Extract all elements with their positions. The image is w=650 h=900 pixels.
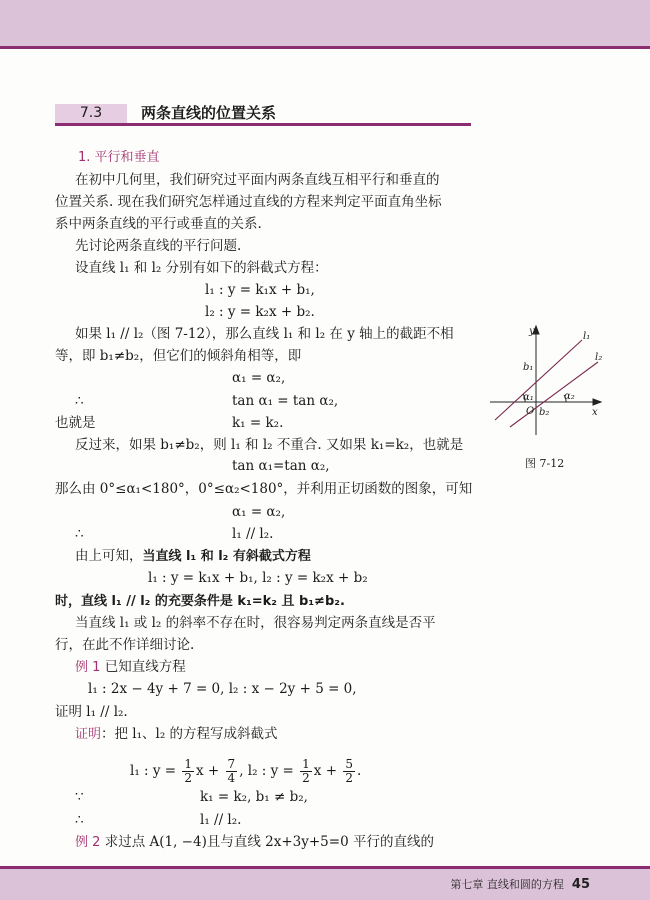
numerator: 1 <box>184 757 193 771</box>
text-segment: k₁ = k₂. <box>232 415 284 431</box>
figure-caption: 图 7-12 <box>525 457 565 470</box>
text-line <box>55 480 472 498</box>
highlight-label: 例 1 <box>75 660 101 675</box>
text-line <box>75 788 84 806</box>
text-segment: 也就是 <box>55 415 96 431</box>
text-line <box>75 325 454 343</box>
text-segment: l₁ : y = <box>130 763 181 779</box>
text-segment: l₂ : y = k₂x + b₂. <box>205 304 315 320</box>
highlight-label: 例 2 <box>75 835 101 850</box>
section-title: 两条直线的位置关系 <box>141 104 277 122</box>
text-segment: 位置关系. 现在我们研究怎样通过直线的方程来判定平面直角坐标 <box>55 194 442 210</box>
text-line <box>75 237 241 255</box>
text-line <box>55 414 96 432</box>
text-line <box>88 680 357 698</box>
text-segment: , l₂ : y = <box>239 763 299 779</box>
text-line <box>75 614 436 632</box>
text-line <box>205 281 315 299</box>
text-segment: l₁ // l₂. <box>232 526 274 542</box>
text-segment: k₁ = k₂, b₁ ≠ b₂, <box>200 789 308 805</box>
l2-label: l₂ <box>595 352 603 363</box>
text-line <box>232 392 338 410</box>
top-band <box>0 0 650 46</box>
highlight-label: 1. 平行和垂直 <box>78 150 160 165</box>
text-line <box>232 457 330 475</box>
text-line <box>75 525 84 543</box>
chapter-title: 第七章 直线和圆的方程 <box>450 878 564 891</box>
text-segment: 系中两条直线的平行或垂直的关系. <box>55 216 262 232</box>
text-line <box>232 414 283 432</box>
text-line <box>75 171 440 189</box>
text-line <box>75 811 84 829</box>
numerator: 1 <box>302 757 310 771</box>
text-line <box>75 833 434 852</box>
text-line <box>200 811 241 829</box>
text-line <box>148 569 368 587</box>
bold-text: 时，直线 l₁ // l₂ 的充要条件是 k₁=k₂ 且 b₁≠b₂. <box>55 594 345 609</box>
text-segment: 由上可知， <box>75 548 143 564</box>
text-segment: . <box>356 763 362 779</box>
x-label: x <box>592 407 598 418</box>
text-segment: 如果 l₁ // l₂（图 7-12），那么直线 l₁ 和 l₂ 在 y 轴上的截距不相 <box>75 326 454 342</box>
text-line <box>75 658 186 677</box>
text-segment: 证明 l₁ // l₂. <box>55 704 128 720</box>
text-segment: 求过点 A(1, −4)且与直线 2x+3y+5=0 平行的直线的 <box>100 834 434 850</box>
text-line <box>55 347 301 365</box>
section-number: 7.3 <box>55 104 127 123</box>
fraction <box>343 758 355 785</box>
text-segment: 反过来，如果 b₁≠b₂，则 l₁ 和 l₂ 不重合. 又如果 k₁=k₂，也就是 <box>75 437 464 453</box>
text-line <box>200 788 308 806</box>
l1-label: l₁ <box>583 331 591 342</box>
text-segment: 行，在此不作详细讨论. <box>55 637 195 653</box>
top-divider <box>0 46 650 49</box>
text-line <box>78 148 160 167</box>
text-segment: ∴ <box>75 526 84 542</box>
text-line <box>232 525 273 543</box>
page-footer <box>450 876 590 892</box>
fraction <box>226 758 238 785</box>
text-segment: ∴ <box>75 393 84 409</box>
text-segment: 那么由 0°≤α₁<180°，0°≤α₂<180°，并利用正切函数的图象，可知 <box>55 481 473 497</box>
text-line <box>205 303 315 321</box>
text-line <box>75 436 463 454</box>
text-segment: ∴ <box>75 812 84 828</box>
text-segment: tan α₁ = tan α₂, <box>232 393 339 409</box>
highlight-label: 证明 <box>75 727 102 742</box>
numerator: 7 <box>227 757 236 771</box>
text-segment: tan α₁=tan α₂, <box>232 458 330 474</box>
text-line <box>75 259 328 277</box>
text-line <box>55 193 442 211</box>
text-segment: ∵ <box>75 789 84 805</box>
a1-label: α₁ <box>523 392 534 403</box>
numerator: 5 <box>345 757 353 771</box>
text-line <box>55 592 345 611</box>
text-line <box>75 392 84 410</box>
section-underline <box>55 123 471 126</box>
text-segment: x + <box>313 763 342 779</box>
bold-text: 当直线 l₁ 和 l₂ 有斜截式方程 <box>142 549 311 564</box>
fraction <box>182 758 194 785</box>
text-line <box>130 758 361 785</box>
denominator: 2 <box>184 771 193 785</box>
text-segment: ：把 l₁、l₂ 的方程写成斜截式 <box>101 726 278 742</box>
text-segment: α₁ = α₂, <box>232 370 286 386</box>
text-line <box>55 703 128 721</box>
text-line <box>55 636 194 654</box>
text-segment: 在初中几何里，我们研究过平面内两条直线互相平行和垂直的 <box>75 172 440 188</box>
text-segment: l₁ : 2x − 4y + 7 = 0, l₂ : x − 2y + 5 = 0, <box>88 681 357 697</box>
page-number: 45 <box>571 877 590 892</box>
text-segment: l₁ : y = k₁x + b₁, <box>205 282 315 298</box>
text-segment: 设直线 l₁ 和 l₂ 分别有如下的斜截式方程： <box>75 260 328 276</box>
text-line <box>55 215 262 233</box>
figure-7-12 <box>480 320 630 455</box>
origin-label: O <box>526 406 535 417</box>
x-axis-arrow <box>593 399 601 405</box>
denominator: 4 <box>227 771 236 785</box>
a2-label: α₂ <box>564 391 575 402</box>
fraction <box>300 758 312 785</box>
text-line <box>232 369 285 387</box>
text-segment: 已知直线方程 <box>100 659 186 675</box>
text-segment: α₁ = α₂, <box>232 504 286 520</box>
text-line <box>232 503 285 521</box>
text-segment: 当直线 l₁ 或 l₂ 的斜率不存在时，很容易判定两条直线是否平 <box>75 615 436 631</box>
text-segment: 先讨论两条直线的平行问题. <box>75 238 242 254</box>
denominator: 2 <box>345 771 353 785</box>
b1-label: b₁ <box>523 362 534 373</box>
text-segment: x + <box>196 763 224 779</box>
text-segment: 等，即 b₁≠b₂，但它们的倾斜角相等，即 <box>55 348 302 364</box>
text-segment: l₁ : y = k₁x + b₁, l₂ : y = k₂x + b₂ <box>148 570 368 586</box>
y-label: y <box>529 326 535 337</box>
denominator: 2 <box>302 771 310 785</box>
b2-label: b₂ <box>539 407 550 418</box>
text-line <box>75 547 311 566</box>
text-line <box>75 725 278 744</box>
text-segment: l₁ // l₂. <box>200 812 242 828</box>
